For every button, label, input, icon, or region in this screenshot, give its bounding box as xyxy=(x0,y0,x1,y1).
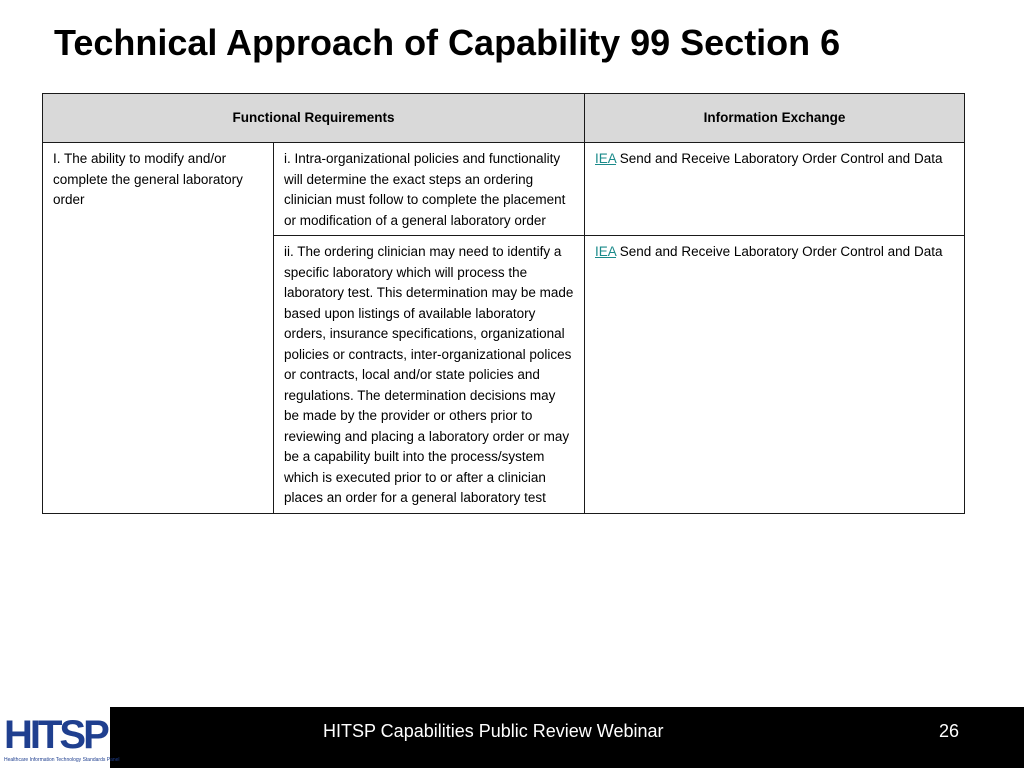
exchange-text: Send and Receive Laboratory Order Control and Data xyxy=(616,244,943,259)
slide-title: Technical Approach of Capability 99 Section 6 xyxy=(54,22,841,63)
table-header-row xyxy=(43,94,965,143)
header-information-exchange: Information Exchange xyxy=(585,94,965,143)
footer-bar xyxy=(0,707,1024,768)
footer-caption: HITSP Capabilities Public Review Webinar xyxy=(323,721,664,741)
iea-link[interactable]: IEA xyxy=(595,151,617,166)
detail-cell: i. Intra-organizational policies and functionality will determine the exact steps an ordering clinician must follow to complete the placement or modification of a general laboratory order xyxy=(274,143,585,236)
logo-subtext: Healthcare Information Technology Standards Panel xyxy=(4,757,120,763)
requirements-table xyxy=(42,93,965,514)
exchange-cell xyxy=(585,143,965,236)
page-number: 26 xyxy=(939,721,960,741)
logo-wordmark: HITSP xyxy=(4,713,107,757)
table-row xyxy=(43,143,965,236)
detail-cell: ii. The ordering clinician may need to identify a specific laboratory which will process the laboratory test. This determination may be made based upon listings of available laboratory orders, insurance specifications, organizational policies or contracts, inter-organizational polices or contracts, local and/or state policies and regulations. The determination decisions may be made by the provider or others prior to reviewing and placing a laboratory order or may be a capability built into the process/system which is executed prior to or after a clinician places an order for a general laboratory test xyxy=(274,236,585,514)
exchange-text: Send and Receive Laboratory Order Control and Data xyxy=(616,151,943,166)
iea-link[interactable]: IEA xyxy=(595,244,617,259)
header-functional-requirements: Functional Requirements xyxy=(43,94,585,143)
requirement-cell: I. The ability to modify and/or complete the general laboratory order xyxy=(43,143,274,514)
hitsp-logo xyxy=(0,707,120,768)
exchange-cell xyxy=(585,236,965,514)
